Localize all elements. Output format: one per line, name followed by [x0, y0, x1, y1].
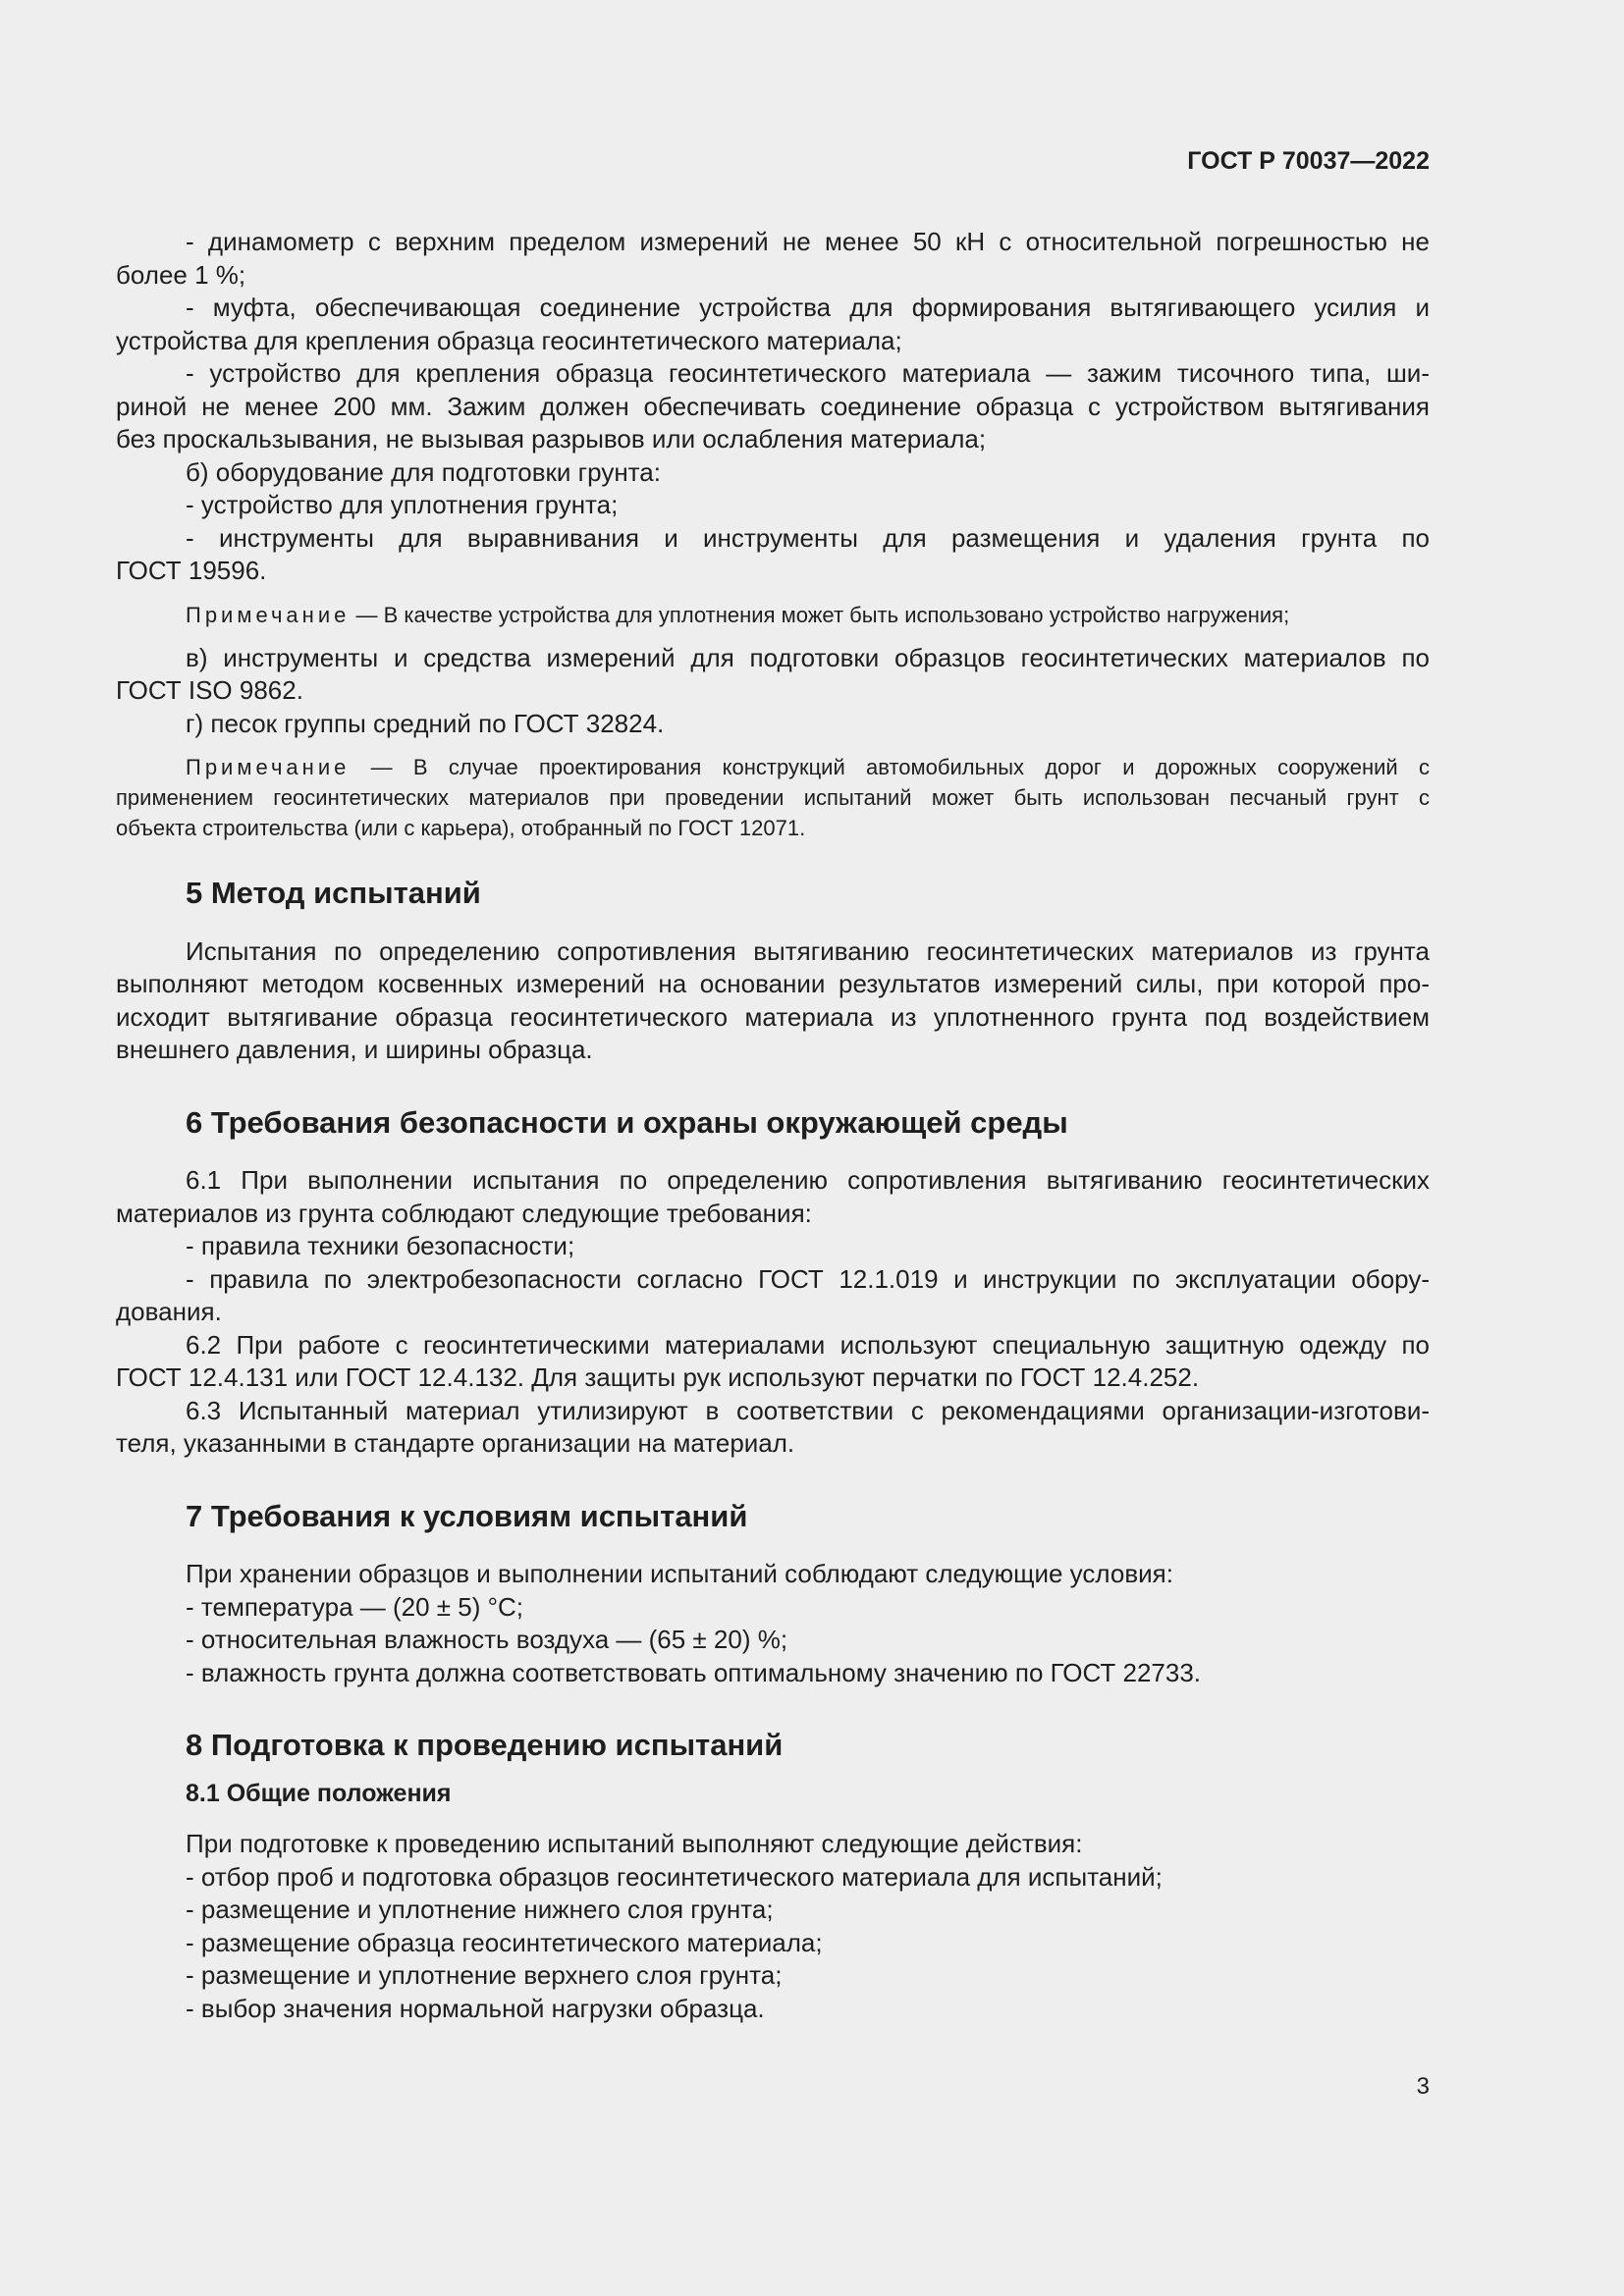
text-line: При хранении образцов и выполнении испытаний соблюдают следующие условия:: [186, 1559, 1173, 1588]
subsection-title: 8.1 Общие положения: [186, 1779, 452, 1807]
text-line: устройства для крепления образца геосинтетического материала;: [116, 325, 902, 355]
text-line: исходит вытягивание образца геосинтетического материала из уплотненного грунта под воздействием: [116, 1001, 1430, 1032]
text-line: 6.2 При работе с геосинтетическими материалами используют специальную защитную одежду по: [186, 1329, 1430, 1360]
section-title: 5 Метод испытаний: [186, 876, 481, 910]
text-line: б) оборудование для подготовки грунта:: [186, 456, 661, 487]
note-text: — В случае проектирования конструкций автомобильных дорог и дорожных сооружений с: [350, 755, 1430, 779]
text-line: - муфта, обеспечивающая соединение устройства для формирования вытягивающего усилия и: [186, 293, 1430, 322]
text-line: выполняют методом косвенных измерений на основании результатов измерений силы, при которой про-: [116, 969, 1430, 998]
text-line: г) песок группы средний по ГОСТ 32824.: [186, 708, 665, 738]
section-title: 8 Подготовка к проведению испытаний: [186, 1728, 784, 1762]
note: [116, 600, 1430, 630]
text-line: ГОСТ 19596.: [116, 556, 267, 585]
text-line: - влажность грунта должна соответствовать оптимальному значению по ГОСТ 22733.: [186, 1657, 1202, 1687]
text-line: - инструменты для выравнивания и инструменты для размещения и удаления грунта по: [186, 522, 1430, 553]
text-line: материалов из грунта соблюдают следующие требования:: [116, 1198, 812, 1228]
text-line: - размещение образца геосинтетического материала;: [186, 1927, 823, 1957]
note-line: применением геосинтетических материалов при проведении испытаний может быть использован песчаный грунт с: [116, 785, 1430, 810]
text-line: - динамометр с верхним пределом измерений не менее 50 кН с относительной погрешностью не: [186, 227, 1430, 256]
text-line: - температура — (20 ± 5) °С;: [186, 1591, 524, 1622]
document-header: ГОСТ Р 70037—2022: [1187, 147, 1430, 175]
text-line: Испытания по определению сопротивления вытягиванию геосинтетических материалов из грунта: [186, 935, 1430, 966]
text-line: ГОСТ ISO 9862.: [116, 675, 303, 705]
text-line: - отбор проб и подготовка образцов геосинтетического материала для испытаний;: [186, 1861, 1163, 1892]
text-line: в) инструменты и средства измерений для подготовки образцов геосинтетических материалов по: [186, 642, 1430, 672]
text-line: - размещение и уплотнение нижнего слоя грунта;: [186, 1895, 774, 1924]
text-line: более 1 %;: [116, 259, 246, 290]
section-title: 7 Требования к условиям испытаний: [186, 1498, 748, 1533]
text-line: 6.1 При выполнении испытания по определению сопротивления вытягиванию геосинтетических: [186, 1165, 1430, 1195]
text-line: без проскальзывания, не вызывая разрывов или ослабления материала;: [116, 424, 987, 454]
text-line: При подготовке к проведению испытаний выполняют следующие действия:: [186, 1829, 1083, 1858]
page-number: 3: [1416, 2073, 1430, 2100]
note: [116, 752, 1430, 843]
text-line: - устройство для крепления образца геосинтетического материала — зажим тисочного типа, ши-: [186, 358, 1430, 388]
text-line: дования.: [116, 1297, 222, 1326]
note-text: — В качестве устройства для уплотнения может быть использовано устройство нагружения;: [350, 602, 1290, 627]
text-line: риной не менее 200 мм. Зажим должен обеспечивать соединение образца с устройством вытягивания: [116, 391, 1430, 421]
text-line: - относительная влажность воздуха — (65 ± 20) %;: [186, 1625, 788, 1654]
section-title: 6 Требования безопасности и охраны окружающей среды: [186, 1104, 1068, 1140]
text-line: ГОСТ 12.4.131 или ГОСТ 12.4.132. Для защиты рук используют перчатки по ГОСТ 12.4.252.: [116, 1362, 1200, 1392]
document-body: [116, 226, 1430, 2025]
note-label: Примечание: [186, 755, 351, 779]
text-line: - правила по электробезопасности согласно ГОСТ 12.1.019 и инструкции по эксплуатации обору-: [186, 1263, 1430, 1294]
text-line: 6.3 Испытанный материал утилизируют в соответствии с рекомендациями организации-изготови-: [186, 1395, 1430, 1425]
text-line: - выбор значения нормальной нагрузки образца.: [186, 1993, 765, 2023]
text-line: - устройство для уплотнения грунта;: [186, 490, 619, 519]
text-line: теля, указанными в стандарте организации на материал.: [116, 1428, 795, 1458]
note-line: [116, 752, 1430, 782]
note-line: объекта строительства (или с карьера), отобранный по ГОСТ 12071.: [116, 816, 806, 840]
text-line: - правила техники безопасности;: [186, 1231, 575, 1260]
note-label: Примечание: [186, 602, 351, 627]
text-line: - размещение и уплотнение верхнего слоя грунта;: [186, 1960, 783, 1990]
text-line: внешнего давления, и ширины образца.: [116, 1035, 593, 1064]
